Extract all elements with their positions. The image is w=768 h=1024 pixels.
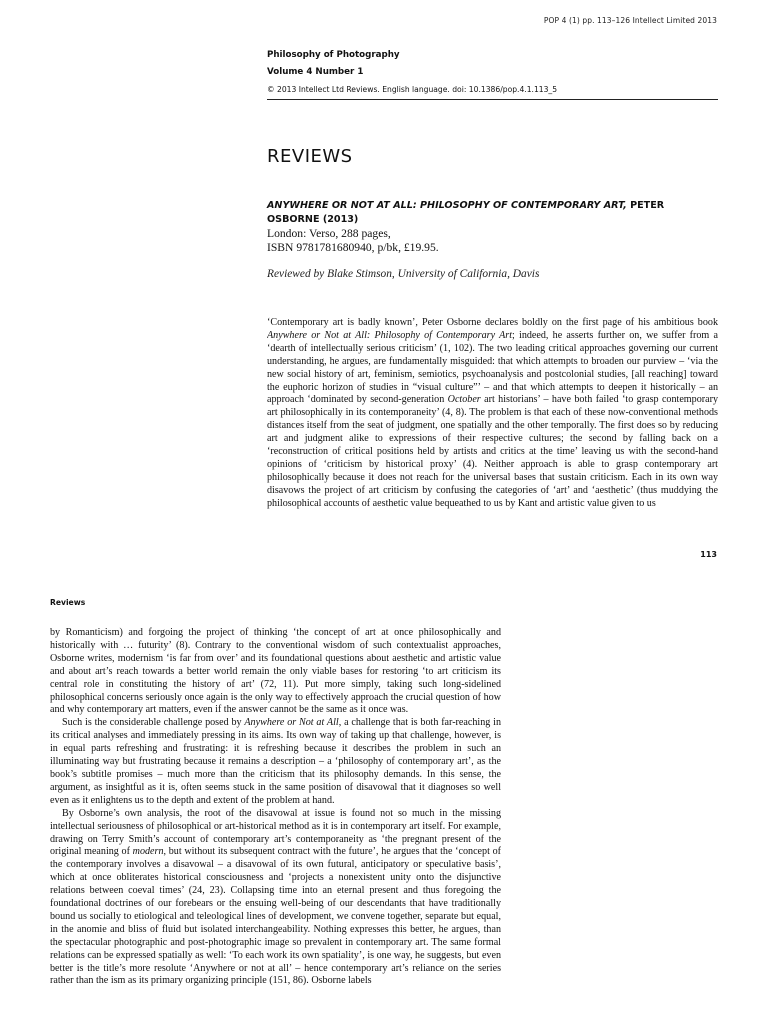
review-body-page2 <box>50 627 501 1024</box>
book-details <box>267 227 439 255</box>
text-run: ; indeed, he asserts further on, we suffer from a ‘dearth of intellectually serious criticism’ (1, 102). The two leading critical approaches governing our current understanding, he argues, are fundamentally misguided: that which attempts to broaden our purview – ‘via the new social history of art, feminism, semiotics, psychoanalysis and postcolonial studies, [all reaching] toward the euphoric horizon of studies in “visual culture”’ – and that which attempts to deepen it historically – an approach ‘dominated by second-generation <box>267 329 718 406</box>
book-publisher: London: Verso, 288 pages, <box>267 227 391 240</box>
text-run: By Osborne’s own analysis, the root of the disavowal at issue is found not so much in the missing intellectual seriousness of philosophical or art-historical method as it is in contemporary art itself. For example, drawing on Terry Smith’s account of contemporary art’s contemporaneity as ‘the pregnant present of the original meaning of <box>50 807 501 858</box>
journal-reference: POP 4 (1) pp. 113–126 Intellect Limited 2013 <box>543 16 717 25</box>
book-title-text: ANYWHERE OR NOT AT ALL: PHILOSOPHY OF CONTEMPORARY ART, <box>267 200 627 211</box>
italic-run: modern <box>132 846 164 858</box>
copyright-line: © 2013 Intellect Ltd Reviews. English language. doi: 10.1386/pop.4.1.113_5 <box>267 85 558 94</box>
journal-volume: Volume 4 Number 1 <box>267 67 364 77</box>
paragraph <box>50 717 501 807</box>
paragraph <box>50 627 501 717</box>
italic-run: Anywhere or Not at All: Philosophy of Contemporary Art <box>267 329 512 341</box>
book-isbn: ISBN 9781781680940, p/bk, £19.95. <box>267 241 439 254</box>
header-rule <box>267 99 718 100</box>
italic-run: Anywhere or Not at All <box>244 717 339 729</box>
section-title: REVIEWS <box>267 146 353 167</box>
reviewer-line: Reviewed by Blake Stimson, University of California, Davis <box>267 268 540 280</box>
text-run: , but without its subsequent contract with the future’, he argues that the ‘concept of the contemporary involves a disavowal – a disavowal of its own futural, anticipatory or speculative basis’, which at once obliterates historical consciousness and ‘projects a nonexistent unity onto the disjunctive relations between coeval times’ (24, 23). Collapsing time into an eternal present and thus foregoing the foundational doctrines of our forebears or the ensuing well-being of our descendants that have traditionally bound us socially to etiological and teleological lines of development, we convene together, separate but equal, in the anomie and bliss of fluid but isolated interchangeability. Nothing expresses this better, he argues, than the spectacular photographic and post-photographic image so prevalent in contemporary art. The same formal relations can be expressed spatially as well: ‘To each work its own spatiality’, is one way, he suggests, but even better is the title’s more resolute ‘Anywhere or not at all’ – hence contemporary art’s reliance on the series rather than the ism as its primary organizing principle (151, 86). Osborne labels <box>50 846 501 987</box>
text-run: , a challenge that is both far-reaching in its critical analyses and immediately pressing in its aims. Its own way of taking up that challenge, however, is in equal parts refreshing and frustrating: it is refreshing because it describes the problem in such an illuminating way but frustrating because it remains a description – a ‘philosophy of contemporary art’, as the book’s subtitle promises – much more than the criticism that its philosophy demands. In this sense, the argument, as insightful as it is, often seems stuck in the same position of disavowal that it diagnoses so well even as it enlightens us to the depth and extent of the problem at hand. <box>50 717 501 806</box>
text-run: Such is the considerable challenge posed by <box>62 717 245 729</box>
paragraph <box>267 317 718 511</box>
text-run: by Romanticism) and forgoing the project of thinking ‘the concept of art at once philosophically and historically with … futurity’ (8). Contrary to the conventional wisdom of such contextualist approaches, Osborne writes, modernism ‘is far from over’ and its foundational questions about aesthetic and artistic value and about art’s reach towards a better world remain the only viable bases for restoring ‘to art criticism its central role in constituting the history of art’ (72, 11). Put more simply, taking such long-sidelined philosophical concerns seriously once again is the only way to effectively approach the crucial question of how and why contemporary art matters, even if the answer cannot be the same as it once was. <box>50 627 501 716</box>
running-header: Reviews <box>50 598 86 607</box>
journal-name: Philosophy of Photography <box>267 50 400 60</box>
italic-run: October <box>447 394 481 406</box>
book-title <box>267 199 718 226</box>
page-number: 113 <box>700 550 717 559</box>
journal-masthead <box>267 47 718 98</box>
text-run: art historians’ – have both failed ‘to grasp contemporary art philosophically in its contemporaneity’ (4, 8). The problem is that each of these now-conventional methods distances itself from the seat of judgment, one spatially and the other temporally. The first does so by reducing art and judgment alike to expressions of their respective cultures; the second by falling back on a ‘reconstruction of critical positions held by artists and critics at the time’ leaving us with the second-hand opinions of ‘criticism by historical proxy’ (4). Neither approach is able to grasp contemporary art philosophically because it does not reach for the universal bases that sustain criticism. Each in its own way disavows the project of art criticism by confusing the categories of ‘art’ and ‘aesthetic’ (thus muddying the philosophical accounts of aesthetic value bequeathed to us by Kant and artistic value given to us <box>267 394 718 509</box>
review-body-page1 <box>267 317 718 522</box>
book-author-year: PETER OSBORNE (2013) <box>267 200 665 225</box>
text-run: ‘Contemporary art is badly known’, Peter Osborne declares boldly on the first page of his ambitious book <box>267 317 718 328</box>
paragraph <box>50 808 501 989</box>
